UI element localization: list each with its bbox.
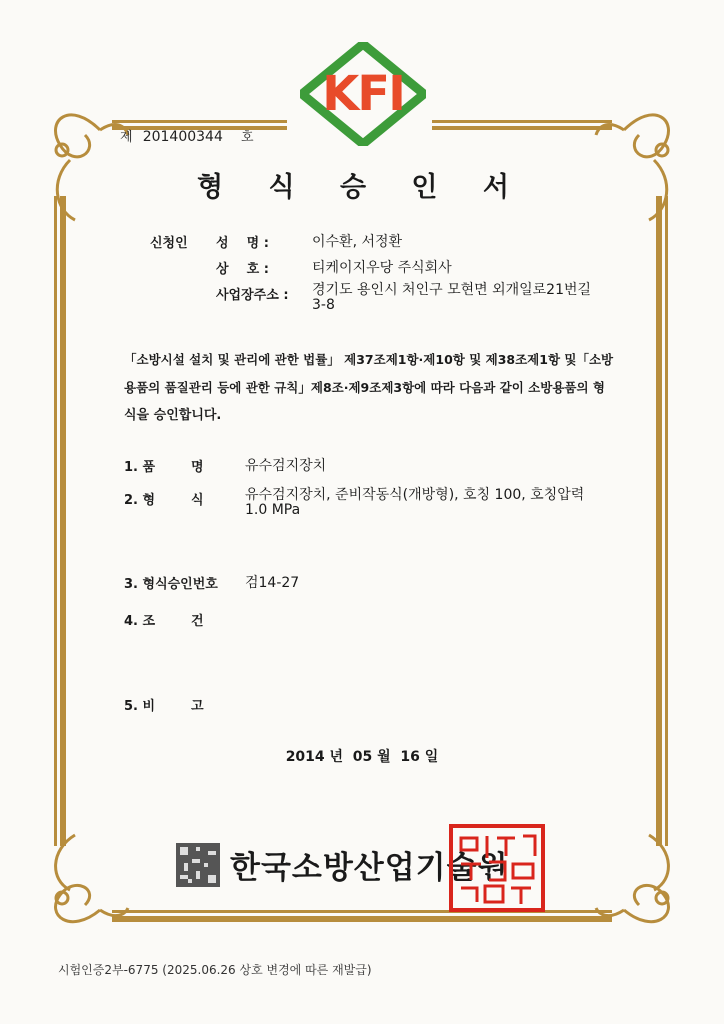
statement-line-1: 「소방시설 설치 및 관리에 관한 법률」 제37조제1항·제10항 및 제38조제1항 및「소방 (124, 352, 614, 367)
item-3-value: 검14-27 (245, 575, 300, 591)
statement-line-3: 식을 승인합니다. (124, 408, 222, 423)
number-value: 201400344 (142, 129, 223, 145)
document-title: 형 식 승 인 서 (196, 172, 527, 203)
number-prefix: 제 (120, 130, 133, 145)
qr-code-icon (176, 843, 220, 887)
official-seal-icon (449, 824, 545, 912)
ornament-bottom-left-icon (40, 830, 130, 940)
address-value (312, 283, 591, 313)
statement-paragraph (124, 346, 614, 430)
issuer-name: 한국소방산업기술원 (230, 850, 509, 886)
item-2-label2: 식 (191, 493, 204, 508)
item-1-label2: 명 (191, 460, 204, 475)
item-3-label: 3. 형식승인번호 (124, 577, 218, 592)
footer-note: 시험인증2부-6775 (2025.06.26 상호 변경에 따른 재발급) (58, 963, 372, 977)
frame-top-right-border (432, 120, 612, 132)
item-1-label: 1. 품 (124, 460, 156, 475)
item-1-value: 유수검지장치 (245, 458, 327, 474)
item-5-label2: 고 (191, 699, 204, 714)
ornament-bottom-right-icon (594, 830, 684, 940)
address-label: 사업장주소 : (216, 288, 289, 303)
address-line-1: 경기도 용인시 처인구 모현면 외개일로21번길 (312, 282, 592, 298)
number-suffix: 호 (241, 130, 254, 145)
item-4-label2: 건 (191, 614, 204, 629)
ornament-top-left-icon (40, 90, 130, 230)
ornament-top-right-icon (594, 90, 684, 230)
name-label: 성 명 : (216, 236, 269, 251)
item-2-label: 2. 형 (124, 493, 156, 508)
name-value: 이수환, 서정환 (312, 234, 403, 250)
certificate-number (120, 126, 260, 145)
logo-text: KFI (322, 66, 404, 122)
applicant-section-label: 신청인 (150, 236, 188, 251)
company-label: 상 호 : (216, 262, 269, 277)
company-value: 티케이지우당 주식회사 (312, 260, 452, 276)
statement-line-2: 용품의 품질관리 등에 관한 규칙」제8조·제9조제3항에 따라 다음과 같이 소방용품의 형 (124, 380, 605, 395)
item-2-value (245, 488, 584, 518)
item-2-value-line-2: 1.0 MPa (245, 502, 301, 518)
kfi-logo (300, 42, 426, 146)
frame-bottom-border (112, 910, 612, 926)
address-line-2: 3-8 (312, 297, 335, 313)
item-2-value-line-1: 유수검지장치, 준비작동식(개방형), 호칭 100, 호칭압력 (245, 487, 585, 503)
item-4-label: 4. 조 (124, 614, 156, 629)
item-5-label: 5. 비 (124, 699, 156, 714)
issue-date: 2014 년 05 월 16 일 (285, 749, 439, 765)
